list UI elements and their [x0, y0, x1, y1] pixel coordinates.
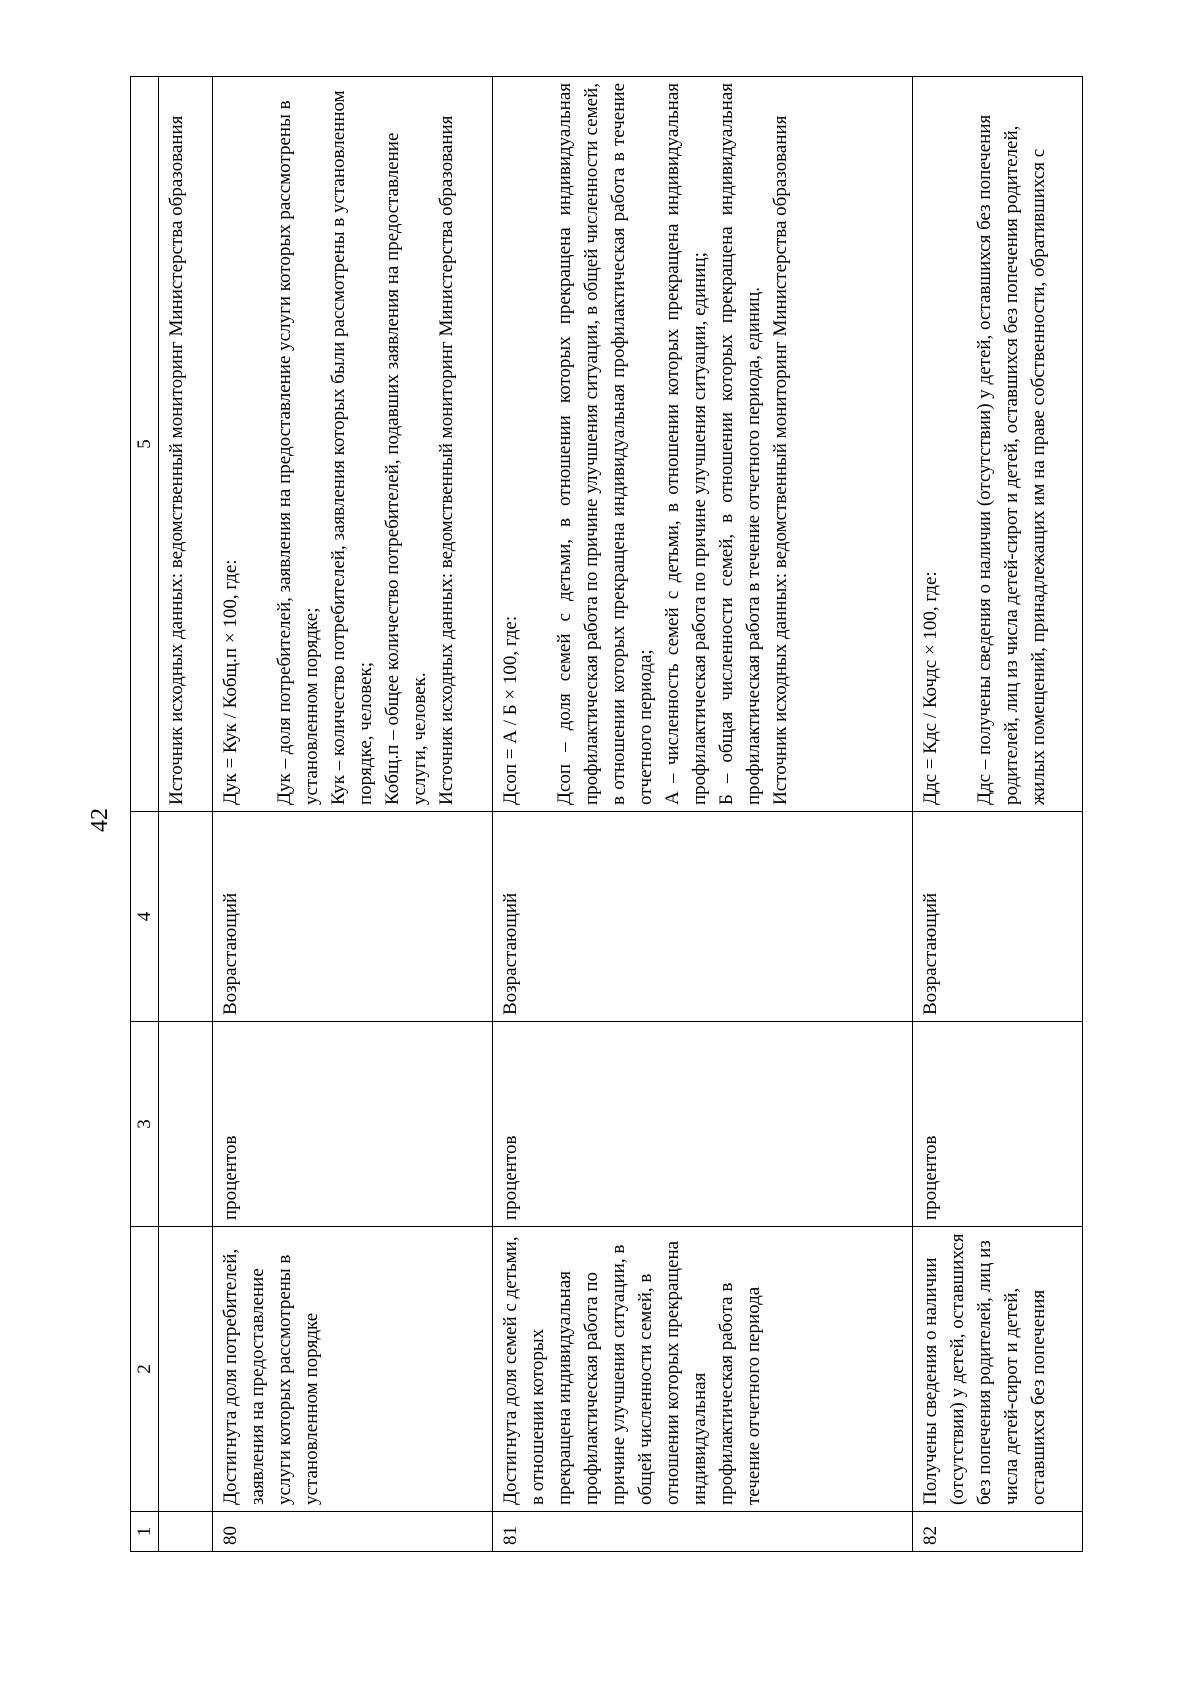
header-col-5: 5 [131, 77, 159, 812]
table-row-80 [213, 77, 493, 1552]
table-row-source-continuation [159, 77, 213, 1552]
formula-description: Дсоп – доля семей с детьми, в отношении которых прекращена индивидуальная профилактическая работа по причине улучшения ситуации, в общей численности семей, в отношении которых прекращена индивидуальная профилактическая работа в течение отчетного периода; А – численность семей с детьми, в отношении которых прекращена индивидуальная профилактическая работа по причине улучшения ситуации, единиц; Б – общая численности семей, в отношении которых прекращена индивидуальная профилактическая работа в течение отчетного периода, единиц. Источник исходных данных: ведомственный мониторинг Министерства образования [554, 83, 791, 805]
indicators-table [130, 76, 1083, 1552]
method-cell [913, 77, 1083, 812]
row-number: 81 [493, 1512, 913, 1552]
row-number: 80 [213, 1512, 493, 1552]
empty-cell [159, 1022, 213, 1227]
formula: Дсоп = А / Б × 100, где: [500, 615, 521, 805]
table-header-row [131, 77, 159, 1552]
method-cell [493, 77, 913, 812]
indicator-name: Достигнута доля семей с детьми, в отношении которых прекращена индивидуальная профилактическая работа по причине улучшения ситуации, в общей численности семей, в отношении которых прекращена индивидуальная профилактическая работа в течение отчетного периода [493, 1227, 913, 1512]
header-col-2: 2 [131, 1227, 159, 1512]
empty-cell [159, 1512, 213, 1552]
trend-cell: Возрастающий [913, 812, 1083, 1022]
formula: Ддс = Кдс / Кочдс × 100, где: [920, 571, 941, 805]
unit-cell: процентов [493, 1022, 913, 1227]
formula-description: Ддс – получены сведения о наличии (отсутствии) у детей, оставшихся без попечения родителей, лиц из числа детей-сирот и детей, оставшихся без попечения родителей, жилых помещений, принадлежащих им на праве собственности, обратившихся с [974, 114, 1049, 805]
page-number: 42 [87, 808, 113, 832]
spacer [524, 83, 551, 805]
unit-cell: процентов [213, 1022, 493, 1227]
rotated-table-container [130, 77, 1080, 1552]
unit-cell: процентов [913, 1022, 1083, 1227]
empty-cell [159, 1227, 213, 1512]
indicator-name: Достигнута доля потребителей, заявления на предоставление услуги которых рассмотрены в установленном порядке [213, 1227, 493, 1512]
empty-cell [159, 812, 213, 1022]
spacer [244, 83, 271, 805]
table-row-81 [493, 77, 913, 1552]
method-cell [213, 77, 493, 812]
source-text: Источник исходных данных: ведомственный мониторинг Министерства образования [159, 77, 213, 812]
formula: Дук = Кук / Кобщ.п × 100, где: [220, 559, 241, 805]
row-number: 82 [913, 1512, 1083, 1552]
table-row-82 [913, 77, 1083, 1552]
formula-description: Дук – доля потребителей, заявления на предоставление услуги которых рассмотрены в установленном порядке; Кук – количество потребителей, заявления которых были рассмотрены в установленном порядке, человек; Кобщ.п – общее количество потребителей, подавших заявления на предоставление услуги, человек. Источник исходных данных: ведомственный мониторинг Министерства образования [274, 90, 457, 805]
trend-cell: Возрастающий [493, 812, 913, 1022]
header-col-1: 1 [131, 1512, 159, 1552]
spacer [944, 83, 971, 805]
trend-cell: Возрастающий [213, 812, 493, 1022]
indicator-name: Получены сведения о наличии (отсутствии) у детей, оставшихся без попечения родителей, лиц из числа детей-сирот и детей, оставшихся без попечения [913, 1227, 1083, 1512]
header-col-3: 3 [131, 1022, 159, 1227]
header-col-4: 4 [131, 812, 159, 1022]
